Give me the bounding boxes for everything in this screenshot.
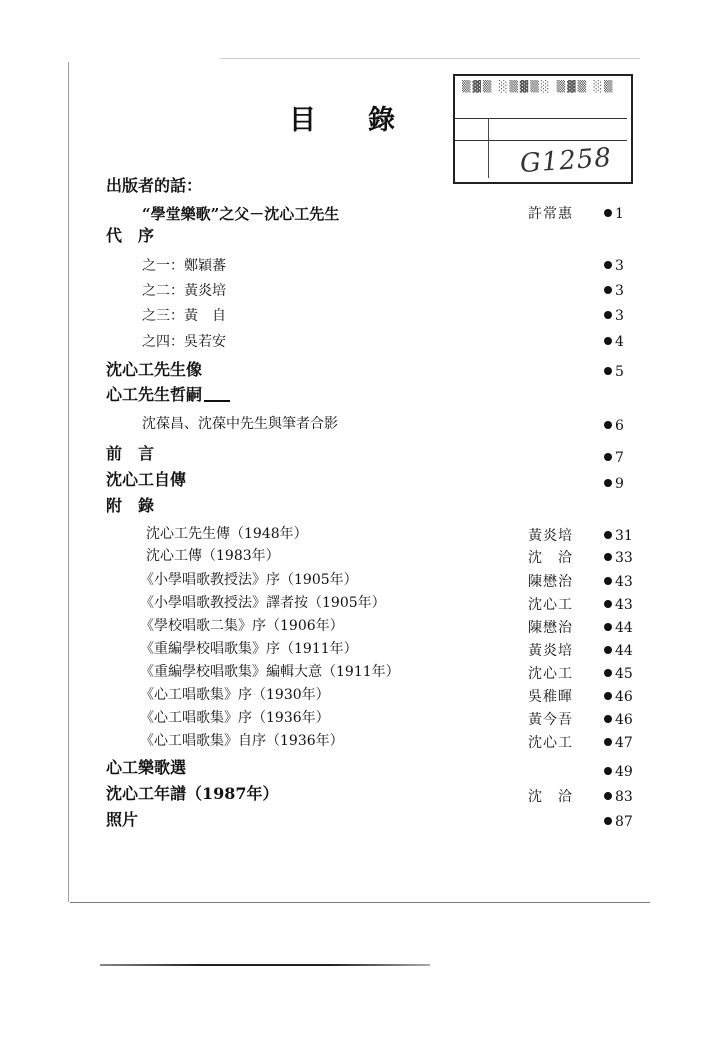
toc-author: 沈 洽 xyxy=(528,789,573,805)
toc-entry: 《心工唱歌集》序（1936年） xyxy=(140,710,330,726)
toc-page: 31 xyxy=(604,526,633,546)
bullet-icon xyxy=(604,577,612,585)
bullet-icon xyxy=(604,738,612,746)
toc-author: 許常惠 xyxy=(528,206,573,222)
page-title-char-1: 目 xyxy=(289,105,316,136)
bullet-icon xyxy=(604,286,612,294)
scan-shadow-bar xyxy=(100,964,430,966)
toc-entry: 之二：黃炎培 xyxy=(142,283,226,299)
toc-author: 黃炎培 xyxy=(528,528,573,544)
toc-author: 黃炎培 xyxy=(528,643,573,659)
toc-heading: 沈心工自傳 xyxy=(106,470,187,489)
toc-page: 43 xyxy=(604,595,633,615)
toc-page: 49 xyxy=(604,762,633,782)
toc-heading: 心工先生哲嗣 xyxy=(106,385,230,405)
toc-entry: 《重編學校唱歌集》序（1911年） xyxy=(140,641,358,657)
bullet-icon xyxy=(604,715,612,723)
toc-entry: 《學校唱歌二集》序（1906年） xyxy=(140,618,344,634)
bullet-icon xyxy=(604,623,612,631)
toc-page: 47 xyxy=(604,733,633,753)
toc-page: 43 xyxy=(604,572,633,592)
toc-entry: 《心工唱歌集》序（1930年） xyxy=(140,687,330,703)
bullet-icon xyxy=(604,453,612,461)
bullet-icon xyxy=(604,692,612,700)
toc-page: 83 xyxy=(604,787,633,807)
bullet-icon xyxy=(604,479,612,487)
toc-entry: 《小學唱歌教授法》譯者按（1905年） xyxy=(140,595,386,611)
toc-entry: 之三：黃 自 xyxy=(142,308,226,324)
toc-entry: 之一：鄭穎蕃 xyxy=(142,258,226,274)
toc-page: 3 xyxy=(604,256,624,276)
toc-page: 33 xyxy=(604,548,633,568)
toc-page: 44 xyxy=(604,641,633,661)
toc-heading: 出版者的話： xyxy=(106,176,203,195)
toc-page: 4 xyxy=(604,332,624,352)
toc-heading: 心工樂歌選 xyxy=(106,758,187,777)
page-bottom-edge xyxy=(70,902,650,903)
toc-page: 1 xyxy=(604,204,624,224)
toc-entry: “學堂樂歌”之父－沈心工先生 xyxy=(142,205,340,223)
toc-page: 46 xyxy=(604,687,633,707)
bullet-icon xyxy=(604,337,612,345)
toc-entry: 《重編學校唱歌集》編輯大意（1911年） xyxy=(140,664,400,680)
page-left-edge xyxy=(68,62,69,902)
page-top-edge xyxy=(220,58,640,59)
bullet-icon xyxy=(604,553,612,561)
toc-heading: 代 序 xyxy=(106,226,155,245)
toc-heading: 照片 xyxy=(106,810,139,829)
bullet-icon xyxy=(604,767,612,775)
toc-author: 陳懋治 xyxy=(528,620,573,636)
toc-author: 吳稚暉 xyxy=(528,689,573,705)
toc-page: 45 xyxy=(604,664,633,684)
toc-entry: 《心工唱歌集》自序（1936年） xyxy=(140,733,344,749)
bullet-icon xyxy=(604,311,612,319)
toc-author: 沈心工 xyxy=(528,735,573,751)
bullet-icon xyxy=(604,531,612,539)
bullet-icon xyxy=(604,209,612,217)
toc-author: 沈 洽 xyxy=(528,550,573,566)
toc-author: 沈心工 xyxy=(528,597,573,613)
page-title-char-2: 錄 xyxy=(368,105,395,136)
bullet-icon xyxy=(604,261,612,269)
toc-entry: 之四：吳若安 xyxy=(142,334,226,350)
bullet-icon xyxy=(604,421,612,429)
bullet-icon xyxy=(604,669,612,677)
stamp-divider xyxy=(488,118,489,178)
bullet-icon xyxy=(604,792,612,800)
toc-entry: 《小學唱歌教授法》序（1905年） xyxy=(140,572,358,588)
stamp-faded-seal: ▒▓▒ ░▒▓▒░ ▒▓▒ ░▒ xyxy=(462,80,615,93)
stamp-divider xyxy=(455,118,627,119)
toc-heading: 沈心工年譜（1987年） xyxy=(106,784,279,803)
underline-mark xyxy=(204,400,230,402)
toc-page: 3 xyxy=(604,281,624,301)
stamp-divider xyxy=(455,140,627,141)
toc-page: 6 xyxy=(604,416,624,436)
toc-page: 5 xyxy=(604,362,624,382)
stamp-catalog-number: G1258 xyxy=(519,142,613,180)
toc-page: 3 xyxy=(604,306,624,326)
bullet-icon xyxy=(604,817,612,825)
toc-author: 陳懋治 xyxy=(528,574,573,590)
bullet-icon xyxy=(604,646,612,654)
toc-author: 黃今吾 xyxy=(528,712,573,728)
toc-author: 沈心工 xyxy=(528,666,573,682)
toc-entry: 沈葆昌、沈葆中先生與筆者合影 xyxy=(142,416,338,432)
toc-heading: 沈心工先生像 xyxy=(106,360,203,379)
toc-page: 9 xyxy=(604,474,624,494)
toc-entry: 沈心工先生傳（1948年） xyxy=(146,526,308,542)
toc-page: 44 xyxy=(604,618,633,638)
toc-page: 7 xyxy=(604,448,624,468)
toc-heading: 附 錄 xyxy=(106,496,155,515)
toc-entry: 沈心工傳（1983年） xyxy=(146,548,280,564)
bullet-icon xyxy=(604,600,612,608)
toc-page: 87 xyxy=(604,812,633,832)
toc-page: 46 xyxy=(604,710,633,730)
bullet-icon xyxy=(604,367,612,375)
toc-heading: 前 言 xyxy=(106,444,155,463)
